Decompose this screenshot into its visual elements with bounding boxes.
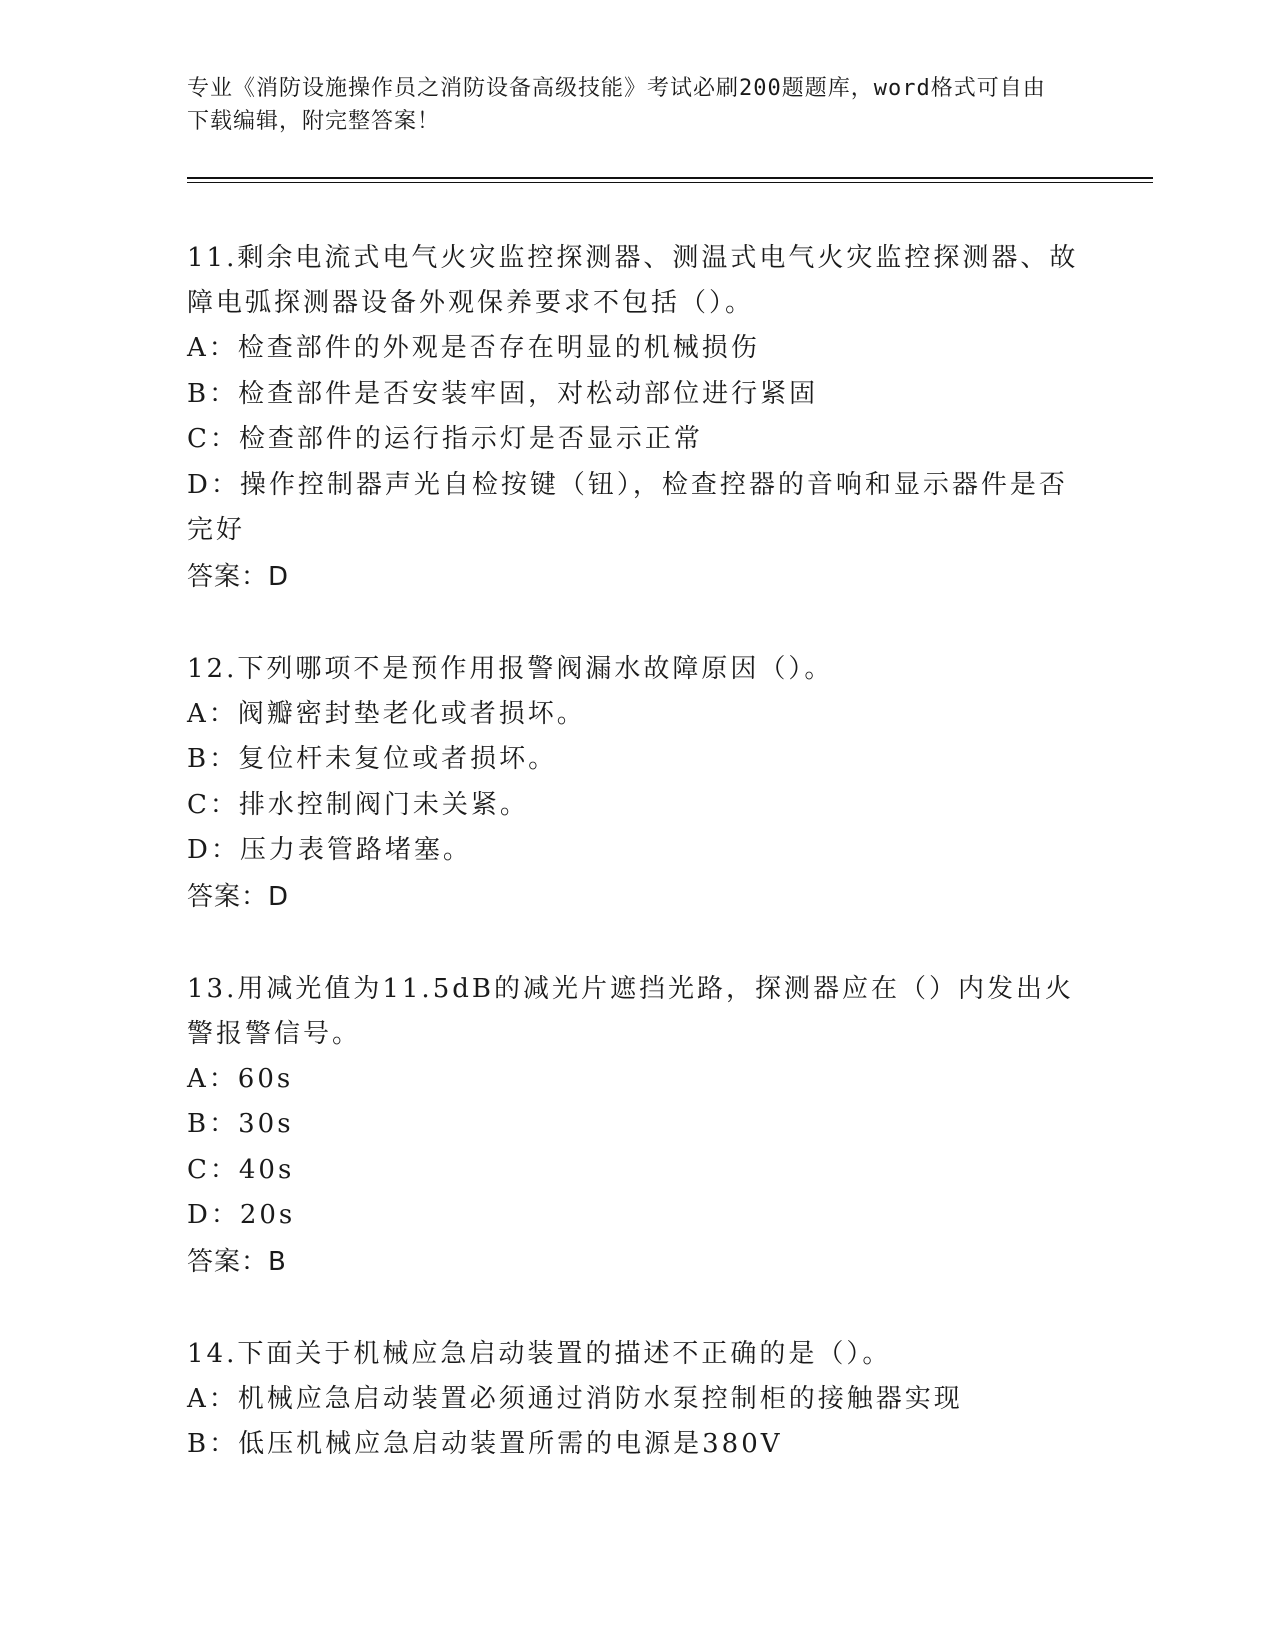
answer: 答案：D xyxy=(187,881,290,912)
option-b: B：复位杆未复位或者损坏。 xyxy=(187,744,558,774)
option-a: A：阀瓣密封垫老化或者损坏。 xyxy=(187,698,586,729)
question-text: 13.用减光值为11.5dB的减光片遮挡光路，探测器应在（）内发出火警报警信号。 xyxy=(187,973,1074,1049)
option-c: C：检查部件的运行指示灯是否显示正常 xyxy=(187,424,703,454)
option-a: A：检查部件的外观是否存在明显的机械损伤 xyxy=(187,333,760,363)
option-b: B：检查部件是否安装牢固，对松动部位进行紧固 xyxy=(187,378,819,409)
question-14 xyxy=(187,1332,1087,1468)
option-c: C：排水控制阀门未关紧。 xyxy=(187,789,529,820)
question-list xyxy=(187,236,1087,1515)
answer: 答案：D xyxy=(187,561,290,592)
answer: 答案：B xyxy=(187,1246,287,1277)
question-text: 11.剩余电流式电气火灾监控探测器、测温式电气火灾监控探测器、故障电弧探测器设备外观保养要求不包括（）。 xyxy=(187,243,1079,318)
question-12 xyxy=(187,647,1087,920)
option-a: A：60s xyxy=(187,1063,294,1094)
question-11 xyxy=(187,236,1087,600)
question-text: 14.下面关于机械应急启动装置的描述不正确的是（）。 xyxy=(187,1338,892,1369)
option-d: D：20s xyxy=(187,1200,296,1230)
option-c: C：40s xyxy=(187,1154,295,1185)
option-d: D：操作控制器声光自检按键（钮），检查控器的音响和显示器件是否完好 xyxy=(187,469,1068,545)
option-b: B：低压机械应急启动装置所需的电源是380V xyxy=(187,1429,783,1459)
option-b: B：30s xyxy=(187,1109,294,1139)
question-text: 12.下列哪项不是预作用报警阀漏水故障原因（）。 xyxy=(187,653,834,684)
document-header: 专业《消防设施操作员之消防设备高级技能》考试必刷200题题库，word格式可自由下载编辑，附完整答案！ xyxy=(187,76,1046,134)
header-divider-thick xyxy=(187,177,1153,179)
header-divider-thin xyxy=(187,182,1153,183)
option-a: A：机械应急启动装置必须通过消防水泵控制柜的接触器实现 xyxy=(187,1383,963,1414)
option-d: D：压力表管路堵塞。 xyxy=(187,835,472,865)
question-13 xyxy=(187,967,1087,1285)
